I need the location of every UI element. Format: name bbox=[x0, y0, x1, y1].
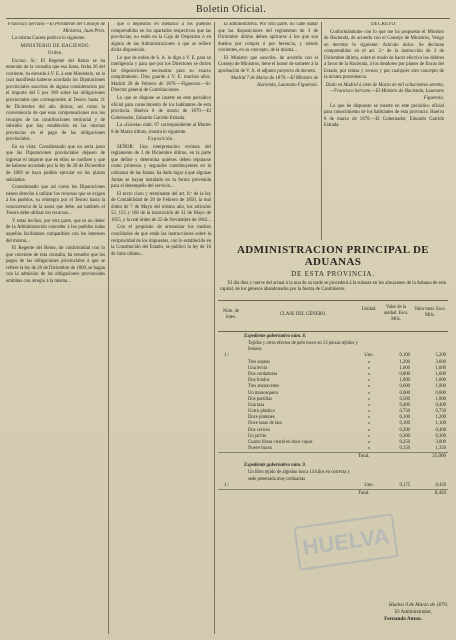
total-value: 0,300 bbox=[435, 433, 446, 439]
total-value: 1,600 bbox=[435, 365, 446, 371]
item-unit: » bbox=[367, 409, 371, 415]
table-row bbox=[218, 470, 448, 489]
unit-value: 0,800 bbox=[399, 371, 410, 377]
page-header bbox=[6, 0, 450, 19]
section-heading: Exposición. bbox=[147, 137, 175, 143]
section-heading: Orden. bbox=[48, 51, 63, 57]
item-description: Un monosquero bbox=[248, 390, 279, 396]
item-description: Un jarrito bbox=[248, 433, 267, 439]
auction-table bbox=[218, 300, 448, 498]
section-heading: DECRETO. bbox=[371, 22, 397, 27]
unit-value: 0,175 bbox=[399, 482, 410, 488]
item-description: Dos cericos bbox=[248, 427, 270, 433]
total-value: 1,350 bbox=[435, 446, 446, 452]
table-body bbox=[218, 332, 448, 498]
item-description: Dos cordadoras bbox=[248, 371, 278, 377]
unit-value: 0,150 bbox=[399, 446, 410, 452]
item-description: Doce platones bbox=[248, 415, 275, 421]
paragraph: La misma Gaceta publica lo siguiente. bbox=[12, 36, 86, 42]
total-value: 25,000 bbox=[432, 454, 446, 460]
expediente-heading: Expediente gubernativo núm. 9. bbox=[244, 463, 306, 469]
item-description: Tres anzuavenes bbox=[248, 384, 279, 390]
paragraph: Conformándome con lo que me ha propuesto el Ministro de Hacienda, de acuerdo con el Consejo de Ministros, Vengo en decretar lo siguiente: Artículo único. Se declaran comprendidos en el art. 2.º de la instrucción de 3 de Diciembre último, sobre el modo de hacer efectivo los débitos á favor de la Hacienda, á los deudores por planes de fincas del Estado, por rentas y censos y por cualquier otro concepto de la misma procedencia. bbox=[324, 29, 444, 81]
col-header-valor-total: Valor total. Escs. Mils. bbox=[414, 307, 446, 319]
total-value: 1,100 bbox=[435, 421, 446, 427]
paragraph: En su vista: Considerando que no sería justo que las Diputaciones provinciales dejasen de ingresar el importe que en ellos se confiere y que de haberse acordado por la ley de 26 de Diciembre de 1869 se haya podido ejecutar en los plazos señalados. bbox=[6, 144, 105, 183]
paragraph: SEÑOR: Una interpretacion errónea del reglamento de 3 de Diciembre último, en la parte que define y determina quiénes deben reputarse como primeros y segundos contribuyentes en la cobranza de las Juntas, ha dado lugar á que algunas Juntas se hayan instalado en la forma prevenida para el desempeño del servicio... bbox=[111, 144, 211, 190]
unit-value: 0,100 bbox=[399, 421, 410, 427]
unit-value: 0,500 bbox=[399, 396, 410, 402]
item-unit: » bbox=[367, 440, 371, 446]
notice-date: Huelva 9 de Marzo de 1870. bbox=[388, 602, 448, 608]
page-title: Boletin Oficial. bbox=[196, 4, 267, 15]
paragraph: El Ministro que suscribe, de acuerdo con el Consejo de Ministros, tiene el honor de someter á la aprobación de V. A. el adjunto proyecto de decreto. bbox=[218, 55, 318, 74]
item-description: Una tercia bbox=[248, 365, 268, 371]
item-unit: Uno. bbox=[364, 353, 374, 359]
signature-line: Dado en Madrid á siete de Marzo de mil ochocientos setenta.—Francisco Serrano.—El Ministro de Hacienda, Laureano Figuerola. bbox=[325, 82, 444, 102]
notice-signature bbox=[218, 602, 448, 623]
column-2 bbox=[111, 22, 211, 338]
total-value: 8,450 bbox=[435, 482, 446, 488]
item-unit: » bbox=[367, 396, 371, 402]
col-header-unidad: Unidad. bbox=[361, 307, 377, 312]
paragraph: El Regente del Reino, de conformidad con lo que conviene de esta consulta, ha resuelto que los pagos de las obligaciones provinciales á que se refiere la ley de 26 de Diciembre de 1869, se hagan con la admisión de las obligaciones provinciales emitidas con arreglo á la misma... bbox=[6, 246, 105, 284]
col-header-valor-unidad: Valor de la unidad. Escs. Mils. bbox=[383, 305, 409, 323]
unit-value: 1,600 bbox=[399, 365, 410, 371]
unit-value: 0,300 bbox=[399, 433, 410, 439]
table-header bbox=[218, 300, 448, 332]
notice-title: ADMINISTRACION PRINCIPAL DE ADUANAS bbox=[236, 244, 430, 268]
paragraph: la administrativa. Por otra parte, no cabe dudar que las disposiciones del reglamento de 3 de Diciembre último deben aplicarse á los que son dueños por compra ó por herencia, y siendo corrientes, en su concepto, de la misma... bbox=[218, 22, 318, 54]
section-total bbox=[218, 489, 448, 498]
paragraph: Con el propósito de armonizar los medios conciliados de que están las instrucciones sobre la reciprocidad de los impuestos, con lo establecido en la Constitución del Estado, se publicó la ley de 16 de Julio último... bbox=[111, 225, 211, 257]
unit-value: 0,250 bbox=[399, 440, 410, 446]
lot-number: 1.º bbox=[224, 353, 229, 359]
item-unit: » bbox=[367, 421, 371, 427]
total-value: 3,000 bbox=[435, 440, 446, 446]
item-unit: » bbox=[367, 402, 371, 408]
unit-value: 0,600 bbox=[399, 390, 410, 396]
total-value: 8,450 bbox=[434, 491, 446, 496]
notice-subtitle: DE ESTA PROVINCIA. bbox=[291, 270, 375, 278]
paragraph: Excmo. Sr.: El Regente del Reino se ha enterado de la consulta que esa Junta, fecha 26 del corriente, ha elevado á V. E. á este Ministerio, en la cual manifiesta haberse acordado los Diputaciones provinciales suscritos de alguna consideracion por el importe del 5 por 100 sobre las obligaciones provinciales que corresponden al Tesoro hasta 31 de Diciembre del año último; así como la conveniencia de que esas compensaciones nos los recargos de las contribuciones territorial y de subsidio que hay establecido en las mismas provincias en el pago de las obligaciones provinciales. bbox=[6, 58, 105, 143]
lot-number: 1.º bbox=[224, 482, 229, 488]
unit-value: 0,200 bbox=[399, 427, 410, 433]
paragraph: que ó depósitos en metálico á los pueblos comprendidos en los apartados respectivos que las provincias, no estén en la Caja de Depósitos ó en alguna de las Administraciones á que se refiere dicha disposición. bbox=[111, 22, 211, 54]
item-description: Cuatro libras cristal en doce copas bbox=[248, 440, 313, 446]
signature-line: Francisco Serrano.—El Presidente del Consejo de Ministros, Juan Prim. bbox=[7, 22, 105, 34]
total-value: 1,000 bbox=[435, 396, 446, 402]
expediente-heading: Expediente gubernativo núm. 8. bbox=[244, 334, 306, 339]
stamp-text: HUELVA bbox=[301, 523, 391, 560]
total-value: 1,200 bbox=[435, 415, 446, 421]
total-value: 0,400 bbox=[435, 402, 446, 408]
unit-value: 0,750 bbox=[399, 409, 410, 415]
unit-value: 1,200 bbox=[399, 359, 410, 365]
unit-value: 0,100 bbox=[399, 415, 410, 421]
paragraph: La «Gaceta» núm. 67 correspondiente al Martes 8 de Marzo último, inserta lo siguiente. bbox=[111, 123, 211, 135]
notice-intro: El dia diez y nueve del actual á la una de su tarde se procederá á la subasta en los almacenes de la Aduana de esta capital, de los géneros abandonados por la fuerza de Carabineros. bbox=[220, 281, 446, 293]
item-description: Nueve bacos bbox=[248, 446, 273, 452]
total-value: 1,000 bbox=[435, 378, 446, 384]
paragraph: El texto claro y terminante del art. 8.º de la ley de Contabilidad de 20 de Febrero de 1850, la real órden de 7 de Mayo del mismo año, los artículos 52, 155 y 160 de la instrucción de 31 de Mayo de 1855, y la real órden de 22 de Noviembre de 1862... bbox=[111, 191, 211, 223]
total-value: 1,600 bbox=[435, 371, 446, 377]
total-value: 1,800 bbox=[435, 384, 446, 390]
paragraph: Lo que se dispone se inserte en este periódico oficial para conocimiento de los habitantes de esta provincia. Huelva 8 de marzo de 1870.—El Gobernador, Eduardo Garrido Estrada. bbox=[111, 96, 211, 121]
table-row bbox=[218, 341, 448, 360]
item-unit: » bbox=[367, 384, 371, 390]
item-description: Gorro plástico bbox=[248, 409, 275, 415]
item-unit: » bbox=[367, 371, 371, 377]
item-description: Un libro tejido de algodon tosca 14 kilos en correcta y sede penetrada muy ordinarias bbox=[248, 470, 350, 482]
unit-value: 0,400 bbox=[399, 402, 410, 408]
item-description: Tejidos y otros efectos de pelo tosco en 13 piezas tejidos y lienzos bbox=[248, 341, 358, 353]
column-rule bbox=[108, 22, 109, 634]
signer-role: El Administrador, bbox=[395, 609, 432, 615]
total-value: 3,600 bbox=[435, 359, 446, 365]
item-unit: Uno. bbox=[364, 482, 374, 488]
unit-value: 0,100 bbox=[399, 353, 410, 359]
column-rule bbox=[214, 22, 215, 634]
item-description: Dos portillas bbox=[248, 396, 273, 402]
unit-value: 1,000 bbox=[399, 378, 410, 384]
paragraph: Lo que he dispuesto se inserte en este periódico oficial para conocimiento de los habitantes de esta provincia. Huelva 8 de marzo de 1870.—El Gobernador, Eduardo Garrido Estrada. bbox=[324, 103, 444, 129]
item-unit: » bbox=[367, 365, 371, 371]
customs-notice bbox=[218, 244, 448, 634]
signer-name: Fernando Anton. bbox=[384, 616, 422, 622]
column-1 bbox=[6, 22, 105, 634]
column-3 bbox=[218, 22, 318, 242]
item-description: Once tasas de lata bbox=[248, 421, 282, 427]
total-label: Total. bbox=[358, 454, 370, 460]
col-header-clase: CLASE DEL GÉNERO. bbox=[279, 312, 327, 317]
paragraph: Considerando que así como los Diputaciones tienen derecho á utilizar los recursos que se exigen á los pueblos, su reintegro por el Tesoro hasta la concurrencia de la suma que debe, así también el Tesoro debe utilizar los recursos... bbox=[6, 185, 105, 217]
item-unit: » bbox=[367, 433, 371, 439]
column-4 bbox=[324, 22, 444, 242]
item-unit: » bbox=[367, 415, 371, 421]
section-total bbox=[218, 452, 448, 461]
item-unit: » bbox=[367, 378, 371, 384]
item-unit: » bbox=[367, 390, 371, 396]
col-header-num: Núm. de lotes. bbox=[222, 309, 240, 321]
unit-value: 0,600 bbox=[399, 384, 410, 390]
signature-line: Madrid 7 de Marzo de 1870.—El Ministro de Hacienda, Laureano Figuerola. bbox=[231, 76, 318, 88]
item-description: Una tasa bbox=[248, 402, 265, 408]
item-unit: » bbox=[367, 359, 371, 365]
item-unit: » bbox=[367, 427, 371, 433]
total-value: 0,600 bbox=[435, 390, 446, 396]
total-value: 5,200 bbox=[435, 353, 446, 359]
paragraph: Y estas hechos, por otra parte, que es un deber de la Administración conceder á los pueblos todas aquellas facilidades compatibles con los intereses del mismo... bbox=[6, 218, 105, 244]
total-value: 0,750 bbox=[435, 409, 446, 415]
item-description: Tres sopeas bbox=[248, 359, 270, 365]
column-rule bbox=[321, 22, 322, 240]
section-heading: MINISTERIO DE HACIENDO. bbox=[20, 43, 91, 49]
item-unit: » bbox=[367, 446, 371, 452]
total-value: 0,400 bbox=[435, 427, 446, 433]
item-description: Dos fondos bbox=[248, 378, 270, 384]
total-label: Total. bbox=[358, 491, 370, 496]
paragraph: Lo que de orden de S. A. lo digo á V. E. para su inteligencia y para que por los Directores se dicten las disposiciones necesarias para su exacto cumplimiento. Dios guarde á V. E. muchos años. Madrid 28 de Febrero de 1870.—Figuerola.—Sr. Director general de Contribuciones. bbox=[111, 55, 211, 94]
